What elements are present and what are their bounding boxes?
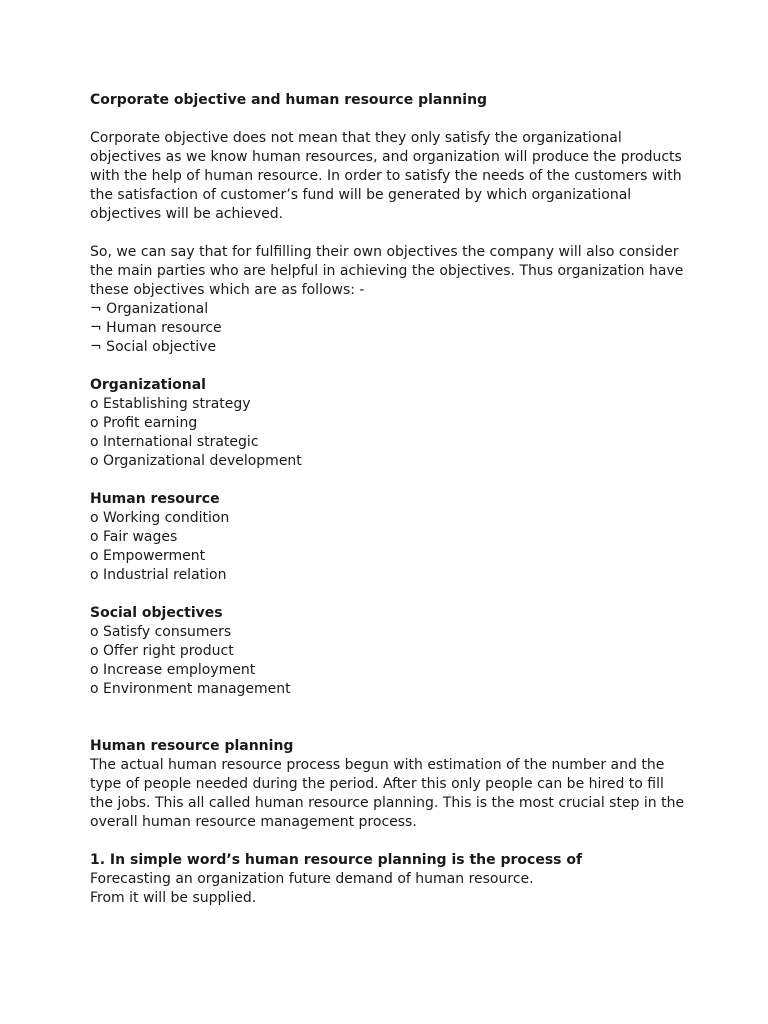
hrp-line: The actual human resource process begun with estimation of the number and the	[90, 757, 665, 773]
second-para-line: these objectives which are as follows: -	[90, 282, 365, 298]
list-item: o Establishing strategy	[90, 396, 251, 412]
section-heading: Human resource	[90, 491, 220, 507]
intro-line: with the help of human resource. In order to satisfy the needs of the customers with	[90, 168, 682, 184]
point-one-line: Forecasting an organization future demand of human resource.	[90, 871, 534, 887]
section-organizational	[90, 376, 690, 471]
second-para-line: So, we can say that for fulfilling their own objectives the company will also consider	[90, 244, 679, 260]
document-page	[90, 91, 690, 908]
list-item: ¬ Organizational	[90, 301, 209, 317]
hrp-line: the jobs. This all called human resource planning. This is the most crucial step in the	[90, 795, 685, 811]
intro-line: Corporate objective does not mean that they only satisfy the organizational	[90, 130, 622, 146]
list-item: o Organizational development	[90, 453, 302, 469]
list-item: o Industrial relation	[90, 567, 227, 583]
intro-paragraph	[90, 129, 690, 224]
second-paragraph	[90, 243, 690, 300]
list-item: o Satisfy consumers	[90, 624, 232, 640]
point-one	[90, 851, 690, 908]
objective-list	[90, 300, 690, 357]
section-heading: Organizational	[90, 377, 206, 393]
section-social-objectives	[90, 604, 690, 699]
intro-line: objectives will be achieved.	[90, 206, 284, 222]
second-para-line: the main parties who are helpful in achieving the objectives. Thus organization have	[90, 263, 684, 279]
hrp-line: type of people needed during the period. After this only people can be hired to fill	[90, 776, 664, 792]
section-heading: Social objectives	[90, 605, 223, 621]
hrp-line: overall human resource management process.	[90, 814, 417, 830]
list-item: o Profit earning	[90, 415, 198, 431]
section-heading: Human resource planning	[90, 738, 294, 754]
section-human-resource	[90, 490, 690, 585]
intro-line: objectives as we know human resources, and organization will produce the products	[90, 149, 682, 165]
list-item: o Increase employment	[90, 662, 256, 678]
section-hr-planning	[90, 737, 690, 832]
list-item: o International strategic	[90, 434, 259, 450]
document-title: Corporate objective and human resource planning	[90, 92, 488, 108]
point-one-heading: 1. In simple word’s human resource planning is the process of	[90, 852, 583, 868]
list-item: o Working condition	[90, 510, 230, 526]
list-item: o Environment management	[90, 681, 291, 697]
list-item: o Offer right product	[90, 643, 234, 659]
list-item: ¬ Human resource	[90, 320, 222, 336]
list-item: o Fair wages	[90, 529, 178, 545]
intro-line: the satisfaction of customer’s fund will be generated by which organizational	[90, 187, 632, 203]
point-one-line: From it will be supplied.	[90, 890, 257, 906]
list-item: ¬ Social objective	[90, 339, 217, 355]
list-item: o Empowerment	[90, 548, 206, 564]
